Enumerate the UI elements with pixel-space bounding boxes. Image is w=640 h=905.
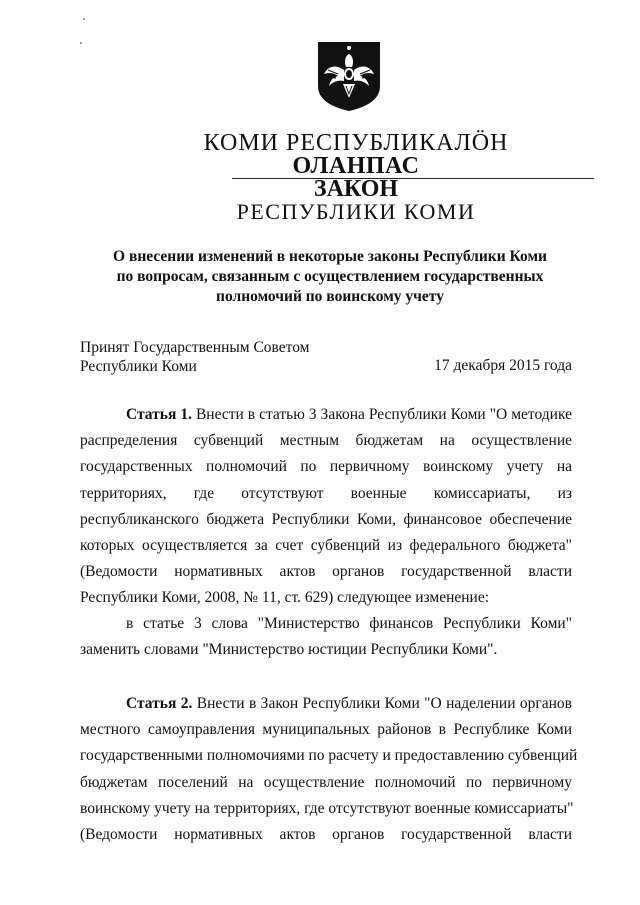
- adoption-line: Республики Коми: [80, 358, 197, 375]
- article-2-heading: Статья 2.: [126, 695, 193, 712]
- law-title-line: полномочий по воинскому учету: [216, 288, 444, 305]
- article-1-line: государственных полномочий по первичному воинскому учету на: [80, 458, 572, 476]
- article-1-line: территориях, где отсутствуют военные комиссариаты, из: [80, 484, 572, 502]
- adoption-line: Принят Государственным Советом: [80, 339, 310, 356]
- article-1-line: (Ведомости нормативных актов органов государственной власти: [80, 563, 572, 581]
- header-komi-republic: КОМИ РЕСПУБЛИКАЛӦН: [203, 130, 509, 156]
- komi-coat-of-arms-icon: [316, 40, 382, 112]
- article-2-line: бюджетам поселений на осуществление полномочий по первичному: [80, 773, 572, 791]
- article-2-line: государственными полномочиями по расчету и предоставлению субвенций: [80, 747, 578, 765]
- scan-speck: [83, 18, 85, 20]
- article-2-line: воинскому учету на территориях, где отсутствуют военные комиссариаты": [80, 799, 574, 817]
- law-title: [90, 247, 570, 307]
- article-1-text: Внести в статью 3 Закона Республики Коми "О методике: [191, 406, 572, 423]
- header-zakon: ЗАКОН: [313, 176, 399, 202]
- article-2-text: Внести в Закон Республики Коми "О наделении органов: [192, 695, 572, 712]
- article-2-line: местного самоуправления муниципальных районов в Республике Коми: [80, 721, 572, 739]
- article-1-line: которых осуществляется за счет субвенций из федерального бюджета": [80, 536, 572, 554]
- adoption-date: 17 декабря 2015 года: [434, 357, 572, 374]
- law-title-line: по вопросам, связанным с осуществлением государственных: [116, 268, 544, 285]
- law-title-line: О внесении изменений в некоторые законы Республики Коми: [113, 248, 547, 265]
- header-olanpas: ОЛАНПАС: [292, 153, 420, 179]
- article-2-first-line: [80, 691, 572, 717]
- adoption-statement: [80, 338, 310, 376]
- article-2: [80, 691, 578, 848]
- article-1-heading: Статья 1.: [126, 406, 192, 423]
- article-1-change-line: в статье 3 слова "Министерство финансов Республики Коми": [126, 615, 572, 632]
- article-1-line: Республики Коми, 2008, № 11, ст. 629) следующее изменение:: [80, 589, 490, 607]
- article-1-change: [80, 611, 572, 663]
- article-1: [80, 402, 572, 612]
- scan-speck: [80, 42, 82, 44]
- header-republic-komi: РЕСПУБЛИКИ КОМИ: [236, 199, 476, 224]
- article-1-line: республиканского бюджета Республики Коми, финансовое обеспечение: [80, 510, 572, 528]
- article-2-line: (Ведомости нормативных актов органов государственной власти: [80, 825, 572, 843]
- article-1-change-line: заменить словами "Министерство юстиции Республики Коми".: [80, 641, 498, 659]
- article-1-first-line: [80, 402, 572, 428]
- article-1-line: распределения субвенций местным бюджетам на осуществление: [80, 432, 572, 450]
